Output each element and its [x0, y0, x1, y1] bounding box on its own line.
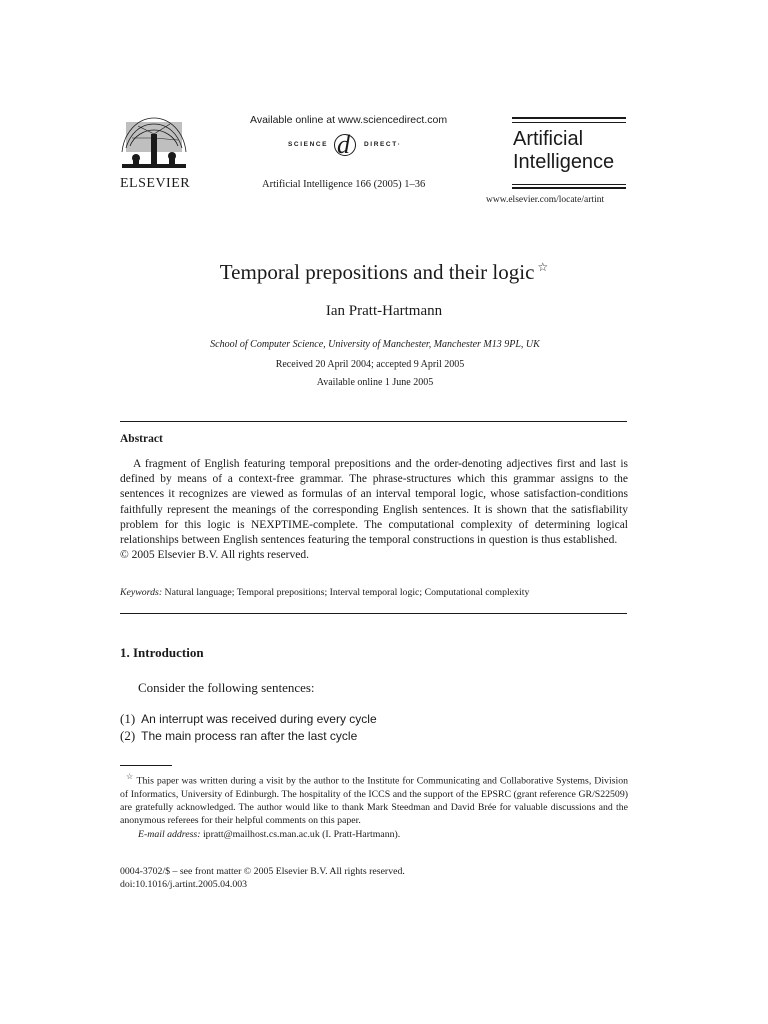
sciencedirect-logo: [288, 130, 418, 159]
footnote: [120, 770, 628, 841]
journal-url-link[interactable]: www.elsevier.com/locate/artint: [486, 195, 605, 205]
doi-link[interactable]: doi:10.1016/j.artint.2005.04.003: [120, 879, 248, 891]
title-footnote-star-icon[interactable]: ☆: [537, 260, 549, 274]
email-address-link[interactable]: ipratt@mailhost.cs.man.ac.uk (I. Pratt-Hartmann).: [202, 828, 401, 840]
keywords-list: Natural language; Temporal prepositions; Interval temporal logic; Computational complexity: [164, 587, 530, 598]
email-label: E-mail address:: [138, 828, 201, 840]
journal-rule-top: [512, 117, 626, 119]
example-text: An interrupt was received during every cycle: [141, 712, 377, 726]
journal-name: [513, 128, 614, 174]
publisher-name: ELSEVIER: [120, 176, 191, 191]
available-online-date: Available online 1 June 2005: [316, 377, 434, 388]
abstract-rule-bottom: [120, 613, 627, 614]
journal-name-line1: Artificial: [513, 128, 584, 150]
author-affiliation: School of Computer Science, University of Manchester, Manchester M13 9PL, UK: [210, 339, 540, 350]
footnote-star-icon: ☆: [126, 772, 134, 781]
abstract-rule-top: [120, 421, 627, 422]
example-text: The main process ran after the last cycle: [141, 729, 358, 743]
abstract-text: A fragment of English featuring temporal prepositions and the order-denoting adjectives first and last is defined by means of a context-free grammar. The phrase-structures which this grammar assigns to the sentences it recognizes are viewed as formulas of an interval temporal logic, whose satisfaction-conditions faithfully represent the meanings of the corresponding English sentences. It is shown that the satisfiability problem for this logic is NEXPTIME-complete. The computational complexity of determining logical relationships between English sentences featuring the temporal constructions in question is thus established.: [120, 458, 628, 547]
journal-rule-top-thin: [512, 122, 626, 123]
footnote-paragraph: [120, 770, 628, 828]
example-sentence: [120, 711, 377, 727]
available-online-text: Available online at www.sciencedirect.com: [250, 114, 448, 126]
received-dates: Received 20 April 2004; accepted 9 April 2005: [275, 359, 465, 370]
footnote-rule: [120, 765, 172, 766]
article-title-text: Temporal prepositions and their logic: [219, 260, 535, 284]
keywords-line: [120, 587, 529, 598]
abstract-heading: Abstract: [120, 433, 163, 445]
example-number: (2): [120, 728, 136, 743]
section-heading-introduction: 1. Introduction: [120, 645, 204, 660]
front-matter: [120, 865, 405, 892]
intro-lead-text: Consider the following sentences:: [138, 680, 315, 695]
abstract-copyright: © 2005 Elsevier B.V. All rights reserved.: [120, 549, 309, 562]
abstract-body: [120, 457, 628, 563]
sciencedirect-d-mark: d: [337, 130, 350, 159]
example-sentence: [120, 728, 357, 744]
author-name: Ian Pratt-Hartmann: [325, 303, 443, 319]
keywords-label: Keywords:: [120, 587, 163, 598]
journal-rule-bottom: [512, 187, 626, 189]
journal-name-line2: Intelligence: [513, 151, 615, 173]
footnote-email-line: [138, 828, 628, 841]
example-number: (1): [120, 711, 136, 726]
footnote-text: This paper was written during a visit by the author to the Institute for Communicating and Collaborative Systems, Division of Informatics, University of Edinburgh. The hospitality of the ICCS and the support of the EPSRC (grant reference GR/S22509) are gratefully acknowledged. The author would like to thank Mark Steedman and David Brée for valuable discussions and the anonymous referees for their helpful comments on this paper.: [120, 775, 629, 827]
sciencedirect-right-text: DIRECT·: [364, 141, 402, 148]
journal-citation: Artificial Intelligence 166 (2005) 1–36: [262, 179, 426, 190]
journal-rule-bottom-thin: [512, 184, 626, 185]
sciencedirect-left-text: SCIENCE: [288, 141, 329, 148]
article-title: [0, 260, 768, 285]
issn-line: 0004-3702/$ – see front matter © 2005 Elsevier B.V. All rights reserved.: [120, 866, 405, 877]
